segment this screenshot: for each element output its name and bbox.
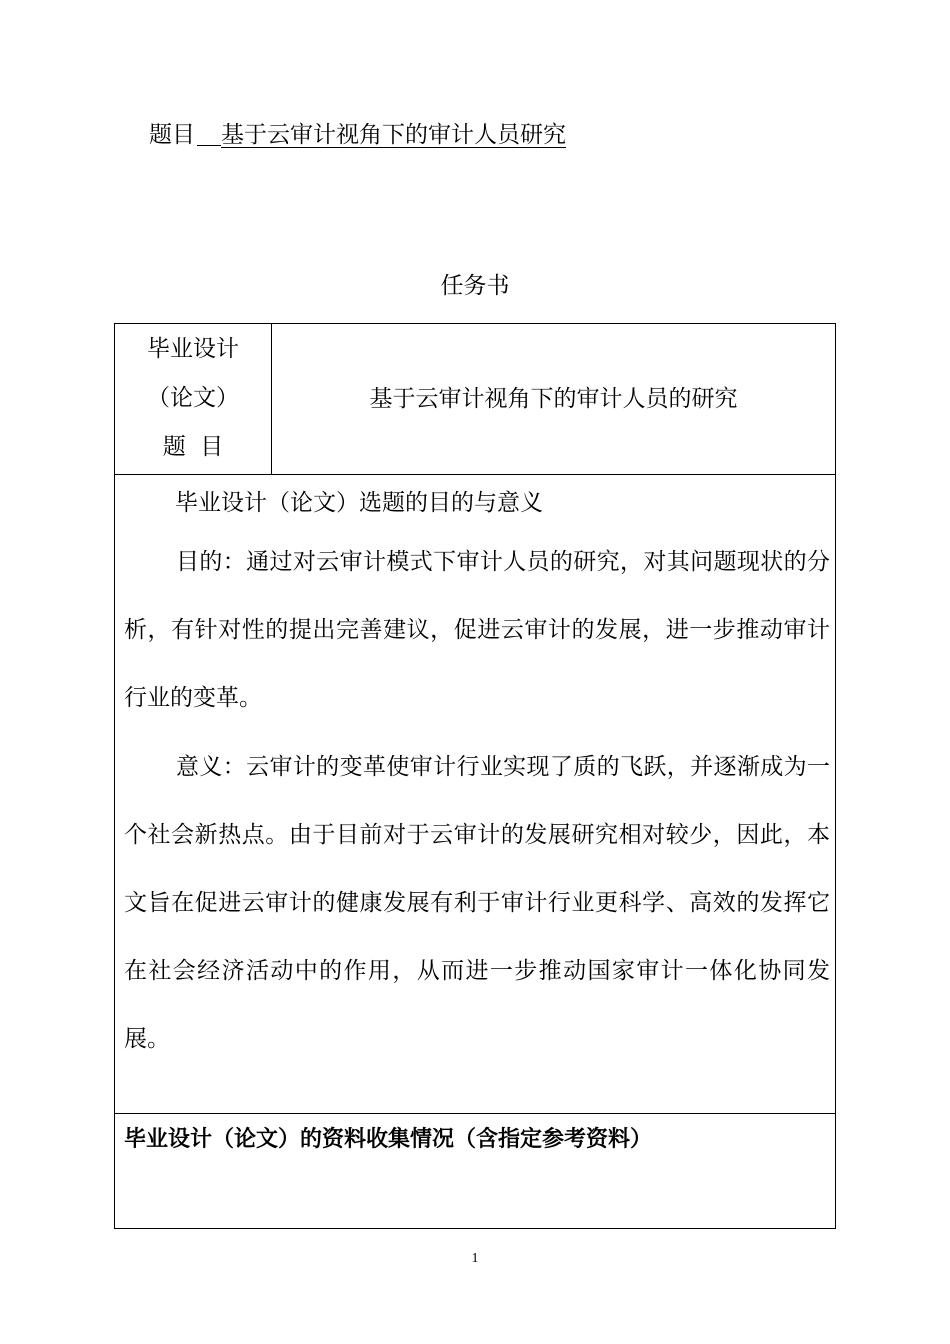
thesis-title-label-cell <box>115 324 272 474</box>
purpose-heading: 毕业设计（论文）选题的目的与意义 <box>175 490 543 516</box>
topic-label: 题目 <box>149 122 195 148</box>
page-number: 1 <box>471 1251 479 1266</box>
thesis-title-label-line-3: 题 目 <box>162 434 224 460</box>
thesis-title-label-line-1: 毕业设计 <box>147 336 239 362</box>
materials-heading: 毕业设计（论文）的资料收集情况（含指定参考资料） <box>124 1127 653 1152</box>
topic-value: 基于云审计视角下的审计人员研究 <box>221 122 566 148</box>
thesis-title-label-line-2: （论文） <box>147 385 239 411</box>
document-title: 任务书 <box>440 273 510 299</box>
table-row-thesis-title <box>115 324 835 475</box>
significance-paragraph: 意义：云审计的变革使审计行业实现了质的飞跃，并逐渐成为一个社会新热点。由于目前对于云审计的发展研究相对较少，因此，本文旨在促进云审计的健康发展有利于审计行业更科学、高效的发挥它在社会经济活动中的作用，从而进一步推动国家审计一体化协同发展。 <box>124 754 830 1052</box>
topic-line <box>149 118 566 152</box>
topic-underline-gap <box>197 118 221 146</box>
table-row-materials <box>115 1114 835 1228</box>
table-row-purpose <box>115 475 835 1114</box>
purpose-paragraph: 目的：通过对云审计模式下审计人员的研究，对其问题现状的分析，有针对性的提出完善建议，促进云审计的发展，进一步推动审计行业的变革。 <box>124 549 830 711</box>
thesis-title-value: 基于云审计视角下的审计人员的研究 <box>369 386 738 412</box>
task-table <box>114 323 836 1229</box>
